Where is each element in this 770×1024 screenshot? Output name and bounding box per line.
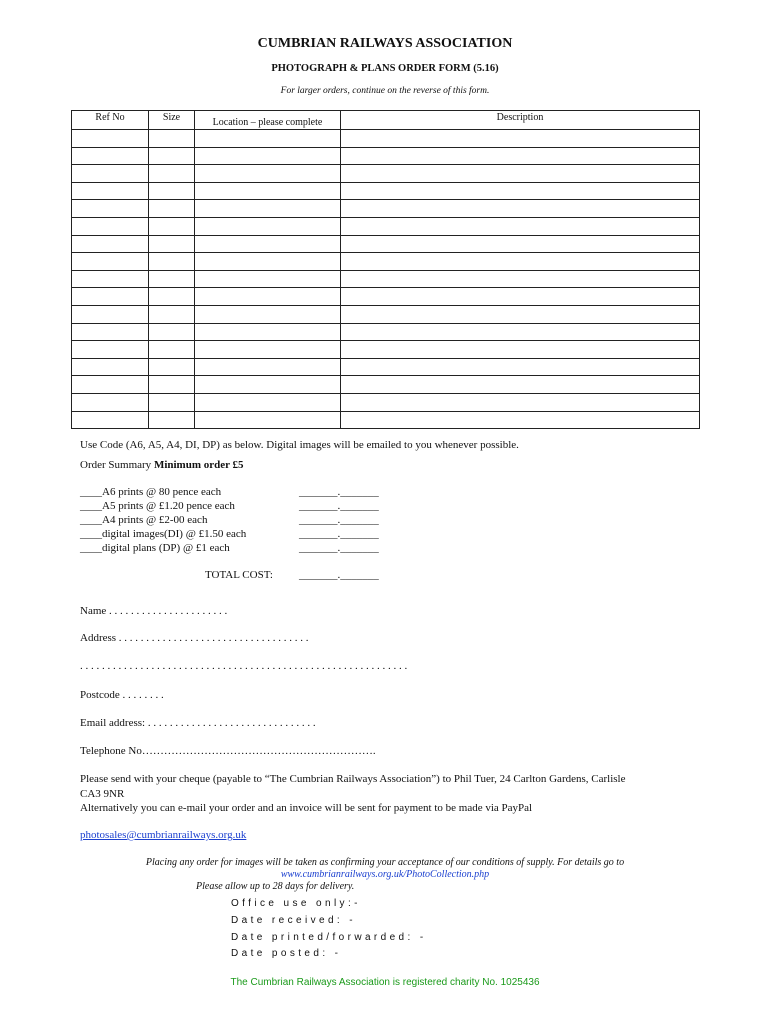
cell-ref-no[interactable] [72, 341, 149, 359]
cell-description[interactable] [341, 288, 700, 306]
col-size: Size [149, 111, 195, 130]
cell-location[interactable] [195, 341, 341, 359]
cell-location[interactable] [195, 323, 341, 341]
price-a6: ____A6 prints @ 80 pence each [80, 486, 222, 498]
table-row [72, 288, 700, 306]
cell-location[interactable] [195, 305, 341, 323]
cell-location[interactable] [195, 130, 341, 148]
delivery-note: Please allow up to 28 days for delivery. [196, 881, 355, 892]
cell-ref-no[interactable] [72, 235, 149, 253]
conditions-text: Placing any order for images will be taken as confirming your acceptance of our conditions of supply. For details go to [145, 857, 625, 868]
cell-location[interactable] [195, 182, 341, 200]
amount-a6-field[interactable]: _______._______ [299, 486, 379, 498]
cell-size[interactable] [149, 358, 195, 376]
cell-location[interactable] [195, 235, 341, 253]
cell-size[interactable] [149, 165, 195, 183]
price-a4: ____A4 prints @ £2-00 each [80, 514, 208, 526]
cell-size[interactable] [149, 411, 195, 429]
cell-ref-no[interactable] [72, 288, 149, 306]
amount-digital-images-field[interactable]: _______._______ [299, 528, 379, 540]
form-title: CUMBRIAN RAILWAYS ASSOCIATION [257, 36, 513, 51]
form-subtitle: PHOTOGRAPH & PLANS ORDER FORM (5.16) [271, 63, 499, 74]
amount-a5-field[interactable]: _______._______ [299, 500, 379, 512]
table-row [72, 130, 700, 148]
cell-description[interactable] [341, 217, 700, 235]
cell-ref-no[interactable] [72, 165, 149, 183]
table-row [72, 305, 700, 323]
cell-description[interactable] [341, 323, 700, 341]
cell-location[interactable] [195, 147, 341, 165]
cell-description[interactable] [341, 411, 700, 429]
cell-ref-no[interactable] [72, 358, 149, 376]
cell-description[interactable] [341, 305, 700, 323]
cell-size[interactable] [149, 305, 195, 323]
cell-location[interactable] [195, 358, 341, 376]
cell-ref-no[interactable] [72, 182, 149, 200]
table-row [72, 393, 700, 411]
table-row [72, 217, 700, 235]
telephone-field[interactable]: Telephone No………………………………………………………. [80, 745, 376, 757]
table-row [72, 358, 700, 376]
table-row [72, 411, 700, 429]
cell-ref-no[interactable] [72, 147, 149, 165]
cell-size[interactable] [149, 130, 195, 148]
table-row [72, 270, 700, 288]
paypal-instructions: Alternatively you can e-mail your order and an invoice will be sent for payment to be made via PayPal [80, 802, 533, 814]
cell-size[interactable] [149, 200, 195, 218]
code-instructions: Use Code (A6, A5, A4, DI, DP) as below. Digital images will be emailed to you whenever possible. [80, 439, 519, 451]
order-table [71, 110, 700, 429]
cell-ref-no[interactable] [72, 270, 149, 288]
table-row [72, 376, 700, 394]
order-summary-label: Order Summary [80, 459, 154, 471]
cell-description[interactable] [341, 147, 700, 165]
cell-location[interactable] [195, 217, 341, 235]
table-row [72, 147, 700, 165]
cell-ref-no[interactable] [72, 130, 149, 148]
postcode-field[interactable]: Postcode . . . . . . . . [80, 689, 164, 701]
table-header-row [72, 111, 700, 130]
cell-size[interactable] [149, 341, 195, 359]
col-location: Location – please complete [195, 111, 341, 130]
photosales-email-link[interactable]: photosales@cumbrianrailways.org.uk [80, 829, 247, 841]
address-line-2-field[interactable]: . . . . . . . . . . . . . . . . . . . . . . . . . . . . . . . . . . . . . . . . . . . . . . . . . . . . . . . . . . . . [80, 660, 408, 672]
cell-description[interactable] [341, 182, 700, 200]
cell-description[interactable] [341, 341, 700, 359]
cell-description[interactable] [341, 376, 700, 394]
office-use-heading: Office use only:- [231, 898, 361, 909]
larger-orders-note: For larger orders, continue on the reverse of this form. [280, 86, 490, 96]
price-digital-images: ____digital images(DI) @ £1.50 each [80, 528, 247, 540]
cell-location[interactable] [195, 376, 341, 394]
table-row [72, 182, 700, 200]
charity-footer: The Cumbrian Railways Association is registered charity No. 1025436 [230, 977, 540, 988]
cell-ref-no[interactable] [72, 200, 149, 218]
cell-location[interactable] [195, 393, 341, 411]
col-description: Description [341, 111, 700, 130]
amount-a4-field[interactable]: _______._______ [299, 514, 379, 526]
table-row [72, 235, 700, 253]
cell-size[interactable] [149, 253, 195, 271]
cell-description[interactable] [341, 235, 700, 253]
table-row [72, 165, 700, 183]
cell-location[interactable] [195, 200, 341, 218]
cell-size[interactable] [149, 182, 195, 200]
name-field[interactable]: Name . . . . . . . . . . . . . . . . . . . . . . [80, 605, 228, 617]
minimum-order: Minimum order £5 [153, 459, 244, 471]
total-cost-field[interactable]: _______._______ [299, 569, 379, 581]
date-printed-forwarded: Date printed/forwarded: - [231, 932, 427, 943]
payment-instructions-line-1: Please send with your cheque (payable to “The Cumbrian Railways Association”) to Phil Tuer, 24 Carlton Gardens, Carlisle [80, 773, 626, 785]
cell-location[interactable] [195, 253, 341, 271]
date-posted: Date posted: - [231, 948, 342, 959]
cell-ref-no[interactable] [72, 305, 149, 323]
email-field[interactable]: Email address: . . . . . . . . . . . . . . . . . . . . . . . . . . . . . . . [80, 717, 316, 729]
cell-description[interactable] [341, 200, 700, 218]
cell-size[interactable] [149, 217, 195, 235]
cell-ref-no[interactable] [72, 323, 149, 341]
cell-description[interactable] [341, 393, 700, 411]
cell-size[interactable] [149, 323, 195, 341]
date-received: Date received: - [231, 915, 356, 926]
cell-size[interactable] [149, 147, 195, 165]
table-row [72, 323, 700, 341]
cell-description[interactable] [341, 165, 700, 183]
order-summary [80, 459, 244, 471]
table-row [72, 200, 700, 218]
photo-collection-link[interactable]: www.cumbrianrailways.org.uk/PhotoCollection.php [280, 869, 490, 880]
cell-size[interactable] [149, 376, 195, 394]
cell-location[interactable] [195, 288, 341, 306]
price-digital-plans: ____digital plans (DP) @ £1 each [80, 542, 230, 554]
cell-description[interactable] [341, 130, 700, 148]
cell-ref-no[interactable] [72, 376, 149, 394]
table-row [72, 341, 700, 359]
cell-description[interactable] [341, 253, 700, 271]
cell-ref-no[interactable] [72, 411, 149, 429]
cell-description[interactable] [341, 358, 700, 376]
col-ref-no: Ref No [72, 111, 149, 130]
cell-size[interactable] [149, 288, 195, 306]
price-a5: ____A5 prints @ £1.20 pence each [80, 500, 235, 512]
cell-size[interactable] [149, 270, 195, 288]
table-row [72, 253, 700, 271]
cell-ref-no[interactable] [72, 393, 149, 411]
total-cost-label: TOTAL COST: [205, 569, 273, 581]
cell-size[interactable] [149, 235, 195, 253]
cell-location[interactable] [195, 411, 341, 429]
cell-description[interactable] [341, 270, 700, 288]
amount-digital-plans-field[interactable]: _______._______ [299, 542, 379, 554]
payment-instructions-line-2: CA3 9NR [80, 788, 125, 800]
address-field[interactable]: Address . . . . . . . . . . . . . . . . . . . . . . . . . . . . . . . . . . . [80, 632, 309, 644]
cell-location[interactable] [195, 270, 341, 288]
cell-location[interactable] [195, 165, 341, 183]
cell-ref-no[interactable] [72, 253, 149, 271]
cell-ref-no[interactable] [72, 217, 149, 235]
cell-size[interactable] [149, 393, 195, 411]
